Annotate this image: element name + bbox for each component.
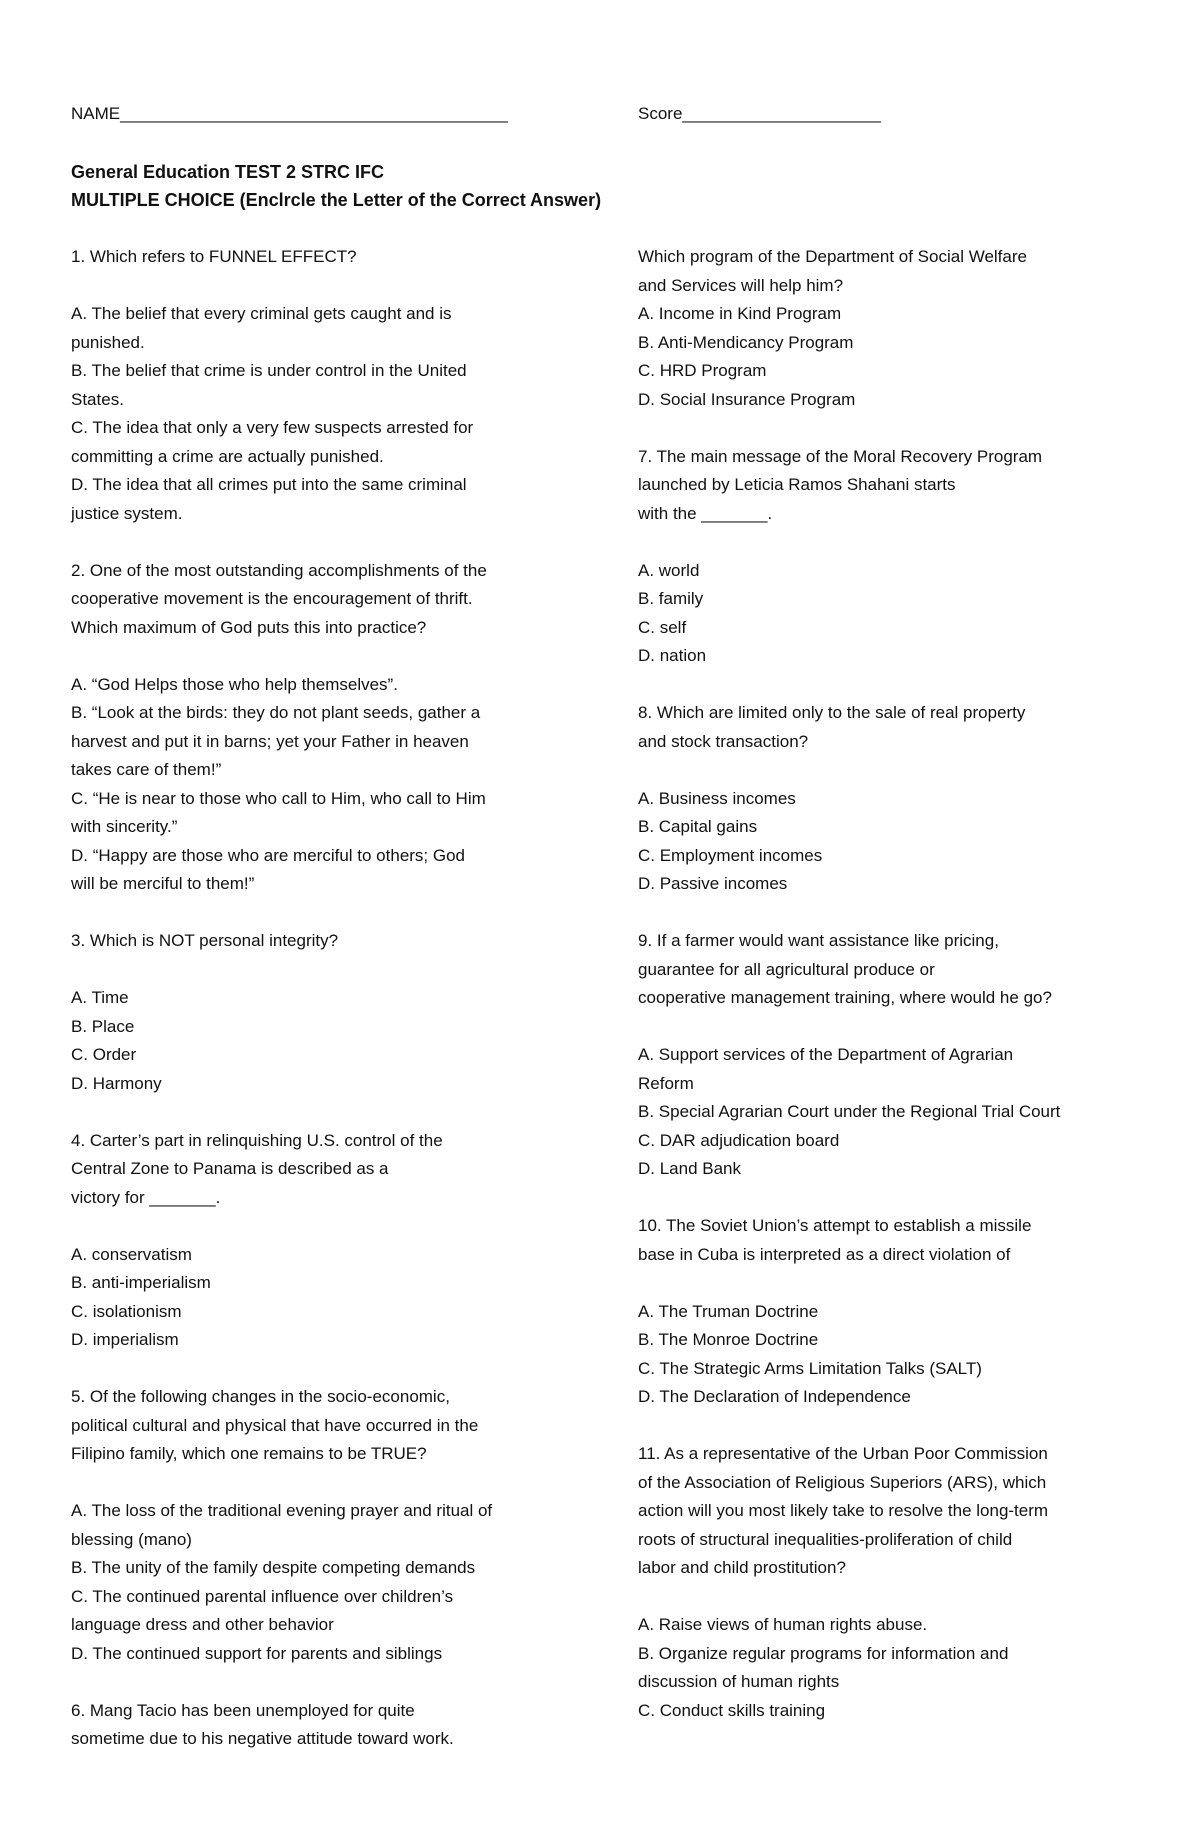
question-text-line: victory for _______. (71, 1187, 221, 1207)
question-text-line: B. Anti-Mendicancy Program (638, 332, 854, 352)
question-text-line: cooperative management training, where would he go? (638, 988, 1052, 1007)
question-text-line: B. The unity of the family despite competing demands (71, 1558, 476, 1577)
question-text-line: C. isolationism (71, 1301, 182, 1321)
question-text-line: blessing (mano) (71, 1529, 192, 1549)
question-text-line: C. The continued parental influence over children’s (71, 1586, 454, 1606)
blank-line (638, 756, 1138, 785)
question-text-line: C. self (638, 617, 687, 637)
question-text-line: B. family (638, 589, 704, 608)
blank-line (638, 671, 1138, 700)
question-text-line: political cultural and physical that have occurred in the (71, 1415, 479, 1435)
question-text-line: punished. (71, 332, 145, 352)
question-text-line: B. Capital gains (638, 817, 758, 836)
question-text-line: A. The Truman Doctrine (638, 1301, 819, 1321)
question-text-line: guarantee for all agricultural produce or (638, 959, 935, 979)
left-column (71, 243, 581, 1754)
blank-line (638, 1269, 1138, 1298)
blank-line (71, 1668, 581, 1697)
question-text-line: 9. If a farmer would want assistance like pricing, (638, 931, 999, 950)
question-text-line: 6. Mang Tacio has been unemployed for quite (71, 1700, 415, 1720)
question-text-line: A. world (638, 560, 700, 580)
question-text-line: C. HRD Program (638, 361, 767, 380)
question-text-line: D. “Happy are those who are merciful to others; God (71, 845, 466, 865)
blank-line (71, 272, 581, 301)
question-text-line: States. (71, 389, 124, 409)
question-text-line: C. DAR adjudication board (638, 1130, 840, 1150)
question-text-line: with sincerity.” (71, 817, 178, 836)
question-text-line: D. Passive incomes (638, 874, 788, 893)
score-field-label: Score_____________________ (638, 104, 881, 123)
blank-line (638, 1412, 1138, 1441)
question-text-line: A. Support services of the Department of Agrarian (638, 1045, 1014, 1064)
question-text-line: A. conservatism (71, 1244, 192, 1264)
question-text-line: A. Raise views of human rights abuse. (638, 1615, 928, 1634)
blank-line (71, 642, 581, 671)
blank-line (71, 528, 581, 557)
question-text-line: labor and child prostitution? (638, 1558, 846, 1577)
blank-line (71, 1212, 581, 1241)
question-text-line: and stock transaction? (638, 731, 809, 751)
name-field-label: NAME_________________________________________ (71, 104, 508, 123)
question-text-line: 8. Which are limited only to the sale of real property (638, 703, 1026, 722)
question-text-line: launched by Leticia Ramos Shahani starts (638, 475, 956, 494)
question-text-line: B. Place (71, 1016, 135, 1036)
question-text-line: A. The belief that every criminal gets caught and is (71, 304, 452, 323)
question-text-line: cooperative movement is the encouragement of thrift. (71, 589, 473, 608)
question-text-line: C. The idea that only a very few suspects arrested for (71, 418, 474, 437)
question-text-line: harvest and put it in barns; yet your Father in heaven (71, 731, 469, 751)
exam-title (71, 158, 601, 214)
question-text-line: B. anti-imperialism (71, 1273, 211, 1292)
question-text-line: 2. One of the most outstanding accomplishments of the (71, 560, 487, 580)
question-text-line: 11. As a representative of the Urban Poor Commission (638, 1444, 1048, 1463)
question-text-line: 1. Which refers to FUNNEL EFFECT? (71, 247, 357, 266)
question-text-line: B. “Look at the birds: they do not plant seeds, gather a (71, 703, 481, 722)
question-text-line: C. The Strategic Arms Limitation Talks (SALT) (638, 1358, 982, 1378)
question-text-line: D. imperialism (71, 1330, 179, 1349)
question-text-line: D. The Declaration of Independence (638, 1387, 911, 1406)
question-text-line: Central Zone to Panama is described as a (71, 1159, 389, 1178)
blank-line (638, 1583, 1138, 1612)
question-text-line: Which program of the Department of Social Welfare (638, 247, 1027, 266)
blank-line (638, 528, 1138, 557)
question-text-line: base in Cuba is interpreted as a direct violation of (638, 1244, 1011, 1264)
question-text-line: 3. Which is NOT personal integrity? (71, 931, 339, 950)
question-text-line: D. nation (638, 646, 707, 665)
exam-title-line: General Education TEST 2 STRC IFC (71, 162, 385, 182)
question-text-line: 10. The Soviet Union’s attempt to establish a missile (638, 1216, 1032, 1235)
blank-line (71, 1098, 581, 1127)
question-text-line: A. Business incomes (638, 788, 796, 808)
exam-instructions: MULTIPLE CHOICE (Enclrcle the Letter of the Correct Answer) (71, 190, 602, 210)
question-text-line: discussion of human rights (638, 1672, 840, 1691)
question-text-line: 4. Carter’s part in relinquishing U.S. control of the (71, 1130, 443, 1150)
blank-line (638, 1013, 1138, 1042)
question-text-line: D. Land Bank (638, 1159, 742, 1178)
question-text-line: 5. Of the following changes in the socio-economic, (71, 1387, 450, 1406)
right-column (638, 243, 1138, 1725)
question-text-line: committing a crime are actually punished. (71, 446, 384, 466)
question-text-line: C. Order (71, 1045, 137, 1064)
question-text-line: B. Organize regular programs for information and (638, 1643, 1009, 1663)
question-text-line: A. The loss of the traditional evening prayer and ritual of (71, 1501, 493, 1520)
question-text-line: C. Conduct skills training (638, 1700, 826, 1720)
question-text-line: sometime due to his negative attitude toward work. (71, 1729, 454, 1748)
blank-line (638, 1184, 1138, 1213)
question-text-line: with the _______. (638, 503, 773, 523)
question-text-line: and Services will help him? (638, 275, 844, 295)
question-text-line: C. Employment incomes (638, 845, 823, 865)
question-text-line: 7. The main message of the Moral Recovery Program (638, 446, 1043, 466)
question-text-line: D. The idea that all crimes put into the same criminal (71, 475, 467, 494)
question-text-line: Which maximum of God puts this into practice? (71, 617, 427, 637)
question-text-line: C. “He is near to those who call to Him, who call to Him (71, 788, 486, 808)
blank-line (71, 1355, 581, 1384)
question-text-line: B. The belief that crime is under control in the United (71, 361, 467, 380)
question-text-line: Reform (638, 1073, 694, 1093)
blank-line (71, 899, 581, 928)
question-text-line: justice system. (71, 503, 183, 523)
question-text-line: roots of structural inequalities-proliferation of child (638, 1529, 1013, 1549)
question-text-line: action will you most likely take to resolve the long-term (638, 1501, 1049, 1520)
blank-line (638, 899, 1138, 928)
question-text-line: A. Time (71, 988, 129, 1007)
question-text-line: will be merciful to them!” (71, 874, 255, 893)
question-text-line: Filipino family, which one remains to be TRUE? (71, 1444, 427, 1463)
question-text-line: B. The Monroe Doctrine (638, 1330, 819, 1349)
blank-line (638, 414, 1138, 443)
question-text-line: D. Social Insurance Program (638, 389, 856, 409)
question-text-line: language dress and other behavior (71, 1615, 334, 1634)
blank-line (71, 1469, 581, 1498)
question-text-line: of the Association of Religious Superiors (ARS), which (638, 1472, 1047, 1492)
question-text-line: A. Income in Kind Program (638, 304, 842, 323)
question-text-line: B. Special Agrarian Court under the Regional Trial Court (638, 1102, 1061, 1121)
question-text-line: D. The continued support for parents and siblings (71, 1643, 443, 1663)
question-text-line: D. Harmony (71, 1073, 162, 1093)
blank-line (71, 956, 581, 985)
question-text-line: takes care of them!” (71, 760, 222, 779)
question-text-line: A. “God Helps those who help themselves”. (71, 674, 398, 694)
